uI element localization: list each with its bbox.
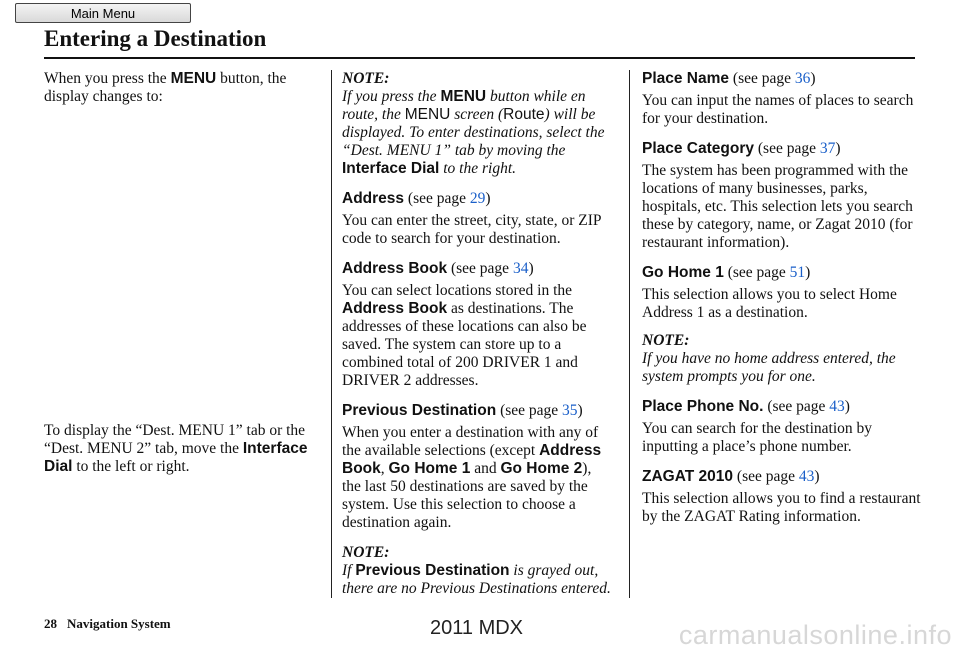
interface-dial-term: Interface Dial: [44, 440, 308, 475]
place-name-heading: Place Name (see page 36): [642, 70, 816, 87]
page-link-37[interactable]: 37: [819, 140, 836, 157]
previous-destination-heading: Previous Destination (see page 35): [342, 402, 583, 419]
tab-instructions: To display the “Dest. MENU 1” tab or the “Dest. MENU 2” tab, move the Interface Dial to the left or right.: [44, 422, 308, 475]
page-link-43-phone[interactable]: 43: [829, 398, 845, 415]
note-menu-en-route: If you press the MENU button while en route, the MENU screen (Route) will be displayed. To enter destinations, select the “Dest. MENU 1” tab by moving the Interface Dial to the right.: [342, 88, 605, 177]
note-label-2: NOTE:: [342, 544, 390, 561]
note-home-address: If you have no home address entered, the system prompts you for one.: [642, 350, 896, 385]
page-footer: [44, 616, 171, 632]
go-home-1-heading: Go Home 1 (see page 51): [642, 264, 811, 281]
place-category-heading: Place Category (see page 37): [642, 140, 841, 157]
zagat-body: This selection allows you to find a restaurant by the ZAGAT Rating information.: [642, 490, 921, 525]
page-number: 28: [44, 616, 57, 631]
page-link-51[interactable]: 51: [789, 264, 806, 281]
place-name-body: You can input the names of places to search for your destination.: [642, 92, 914, 127]
zagat-heading: ZAGAT 2010 (see page 43): [642, 468, 820, 485]
column-2: [342, 70, 614, 608]
note-label: NOTE:: [342, 70, 390, 87]
watermark: carmanualsonline.info: [678, 620, 952, 650]
title-rule: [44, 57, 915, 59]
intro-paragraph: When you press the MENU button, the display changes to:: [44, 70, 287, 105]
note-previous-destination: If Previous Destination is grayed out, there are no Previous Destinations entered.: [342, 562, 611, 597]
column-3: [642, 70, 922, 536]
address-heading: Address (see page 29): [342, 190, 491, 207]
column-1: [44, 70, 314, 486]
footer-section: Navigation System: [67, 616, 171, 631]
place-phone-heading: Place Phone No. (see page 43): [642, 398, 850, 415]
place-category-body: The system has been programmed with the locations of many businesses, parks, hospitals, etc. This selection lets you search these by category, name, or Zagat 2010 (for restaurant information).: [642, 162, 913, 251]
menu-term: MENU: [170, 70, 217, 87]
column-divider-1: [331, 70, 332, 598]
page-link-43-zagat[interactable]: 43: [798, 468, 815, 485]
page-title: Entering a Destination: [44, 26, 267, 51]
page-link-36[interactable]: 36: [794, 70, 811, 87]
note-label-3: NOTE:: [642, 332, 690, 349]
place-phone-body: You can search for the destination by inputting a place’s phone number.: [642, 420, 873, 455]
page-link-34[interactable]: 34: [512, 260, 529, 277]
main-menu-button[interactable]: Main Menu: [15, 3, 191, 23]
go-home-1-body: This selection allows you to select Home Address 1 as a destination.: [642, 286, 897, 321]
address-book-body: You can select locations stored in the Address Book as destinations. The addresses of these locations can also be saved. The system can store up to a combined total of 200 DRIVER 1 and DRIVER 2 addresses.: [342, 282, 587, 389]
model-label: 2011 MDX: [430, 617, 524, 639]
page-link-29[interactable]: 29: [469, 190, 486, 207]
previous-destination-body: When you enter a destination with any of the available selections (except Address Book, Go Home 1 and Go Home 2), the last 50 destinations are saved by the system. Use this selection to choose a destination again.: [342, 424, 602, 531]
address-book-heading: Address Book (see page 34): [342, 260, 534, 277]
page-link-35[interactable]: 35: [562, 402, 578, 419]
address-body: You can enter the street, city, state, or ZIP code to search for your destination.: [342, 212, 601, 247]
column-divider-2: [629, 70, 630, 598]
